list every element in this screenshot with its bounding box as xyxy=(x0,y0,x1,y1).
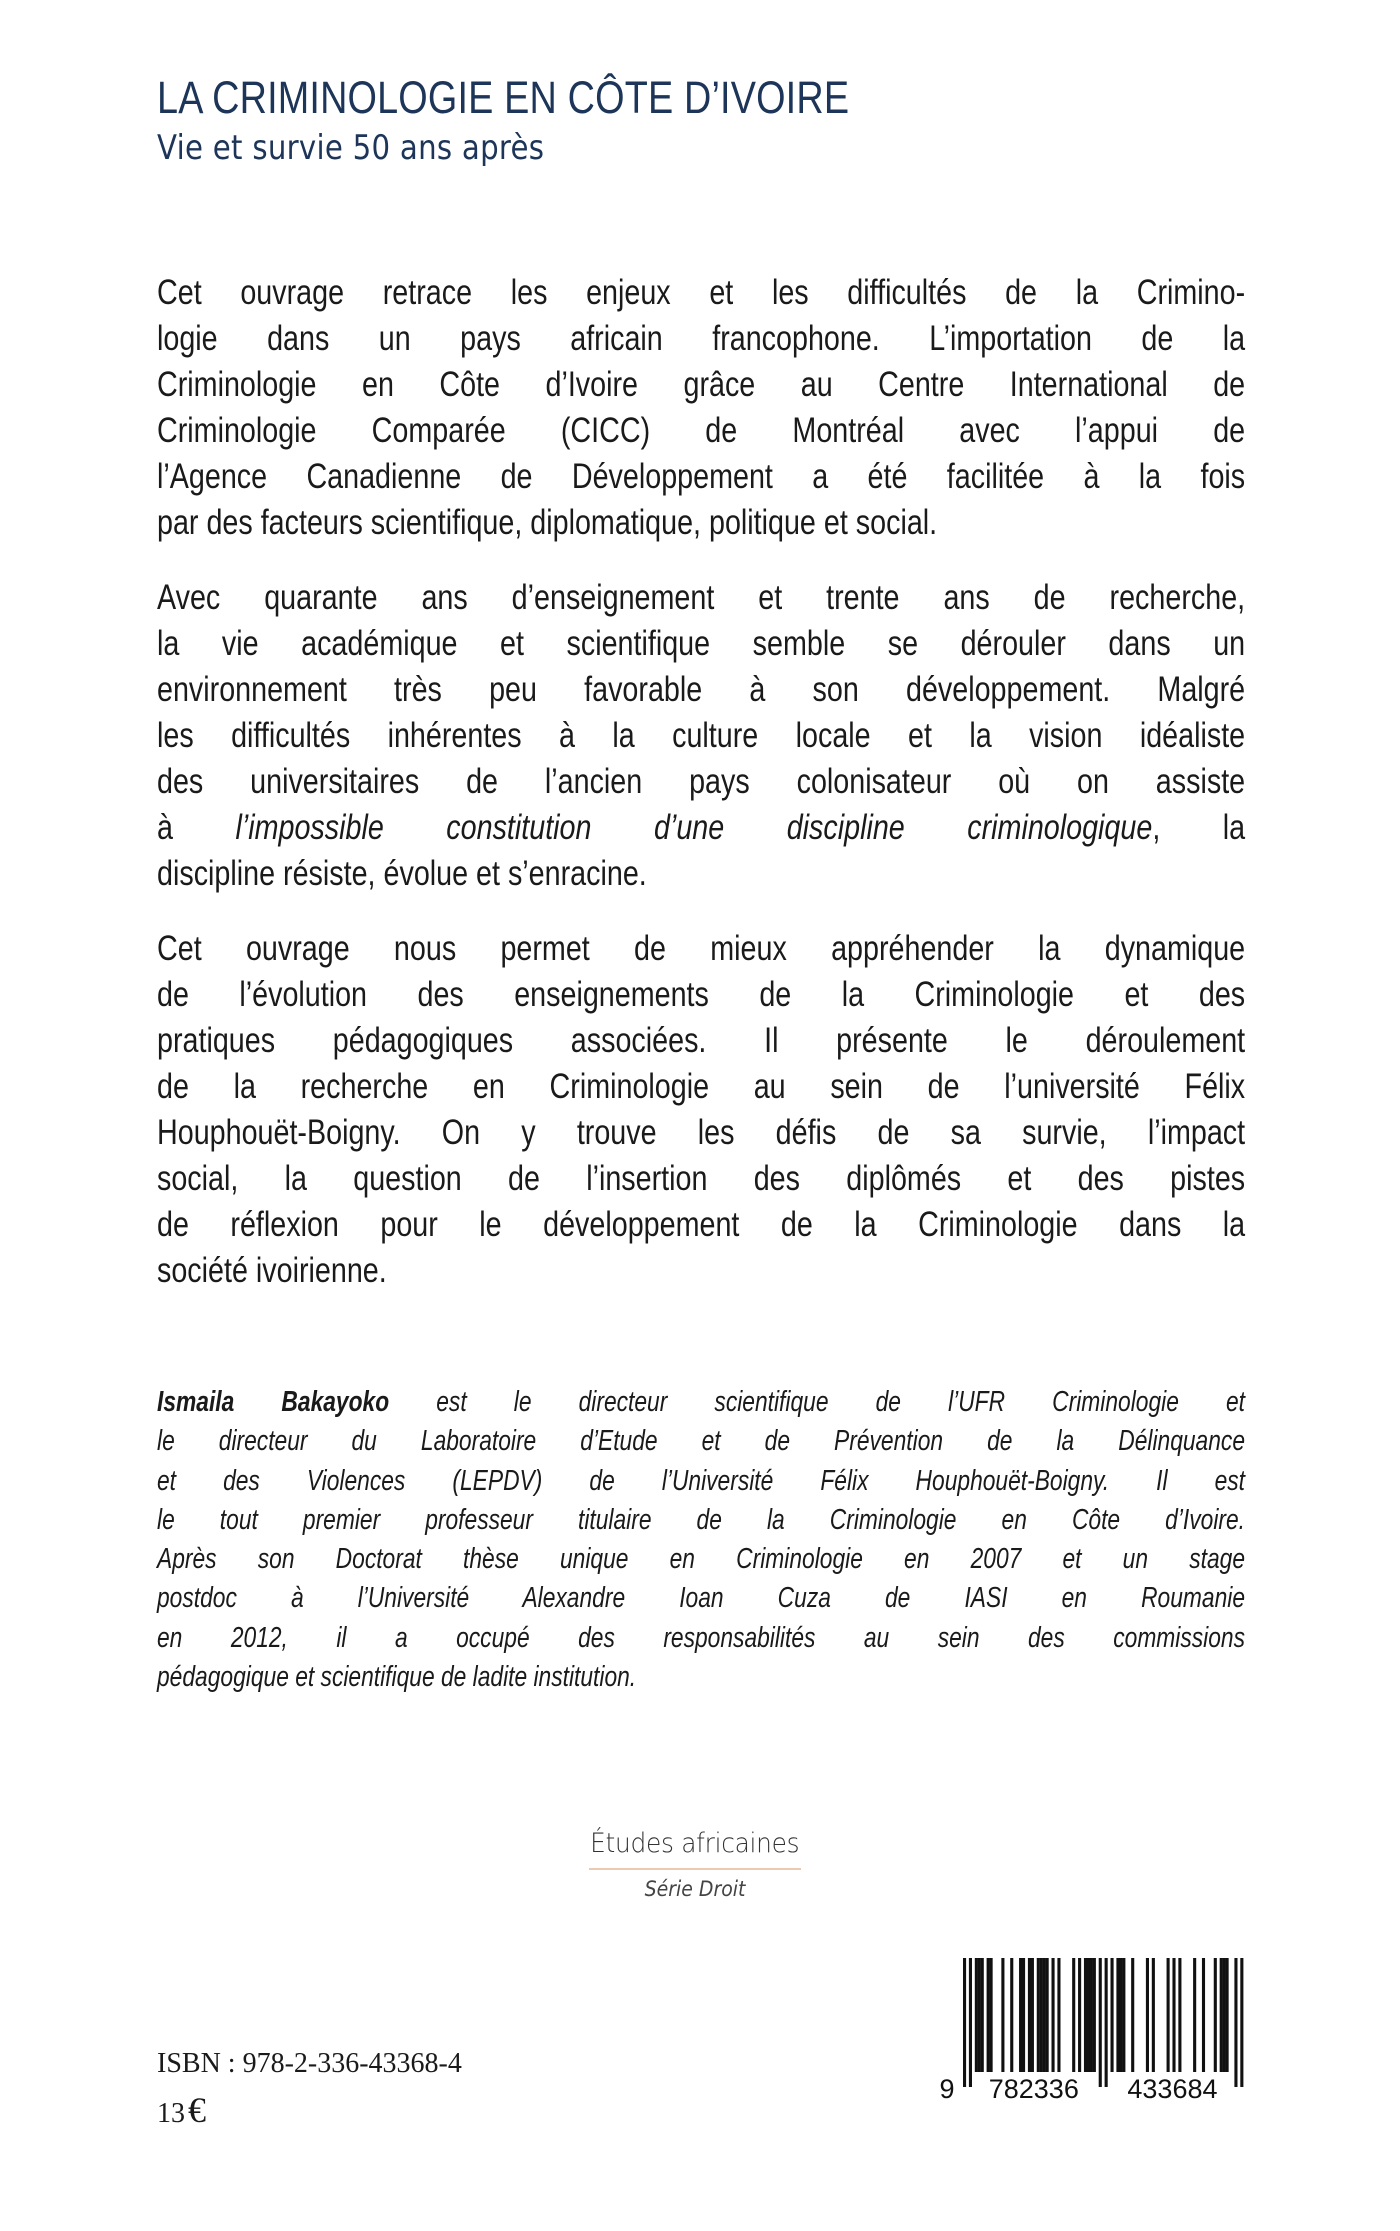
text-line: environnement très peu favorable à son développement. Malgré xyxy=(157,670,1246,709)
summary-paragraph-2 xyxy=(157,575,1245,897)
text-line: l’Agence Canadienne de Développement a été facilitée à la fois xyxy=(157,457,1246,496)
collection-series: Série Droit xyxy=(644,1877,746,1901)
bio-line: et des Violences (LEPDV) de l’Université Félix Houphouët-Boigny. Il est xyxy=(157,1464,1245,1497)
bio-line: en 2012, il a occupé des responsabilités au sein des commissions xyxy=(157,1621,1245,1654)
text-after-emphasis: , la xyxy=(1152,808,1246,847)
isbn: ISBN : 978-2-336-43368-4 xyxy=(157,2048,462,2079)
summary-paragraph-1 xyxy=(157,270,1245,546)
text-line: logie dans un pays africain francophone. L’importation de la xyxy=(157,319,1246,358)
text-before-emphasis: à xyxy=(157,808,236,847)
text-line: social, la question de l’insertion des diplômés et des pistes xyxy=(157,1159,1246,1198)
price xyxy=(157,2090,206,2130)
price-value: 13 xyxy=(157,2098,185,2129)
bio-line: postdoc à l’Université Alexandre Ioan Cuza de IASI en Roumanie xyxy=(157,1582,1245,1615)
text-line: discipline résiste, évolue et s’enracine. xyxy=(157,854,647,893)
svg-text:433684: 433684 xyxy=(1127,2074,1218,2104)
bio-line xyxy=(157,1383,1245,1422)
svg-text:782336: 782336 xyxy=(988,2074,1079,2104)
summary-paragraph-3 xyxy=(157,926,1245,1294)
text-line: Criminologie Comparée (CICC) de Montréal avec l’appui de xyxy=(157,411,1246,450)
text-line: de l’évolution des enseignements de la Criminologie et des xyxy=(157,975,1246,1014)
text-line: Cet ouvrage retrace les enjeux et les difficultés de la Crimino- xyxy=(157,273,1246,312)
collection-logo xyxy=(560,1826,830,1904)
book-subtitle: Vie et survie 50 ans après xyxy=(157,128,545,168)
svg-text:9: 9 xyxy=(939,2074,955,2104)
bio-line: le directeur du Laboratoire d’Etude et de Prévention de la Délinquance xyxy=(157,1425,1245,1458)
author-name: Ismaila Bakayoko xyxy=(157,1386,390,1418)
text-line: la vie académique et scientifique semble se dérouler dans un xyxy=(157,624,1246,663)
text-line: les difficultés inhérentes à la culture locale et la vision idéaliste xyxy=(157,716,1246,755)
bio-line: le tout premier professeur titulaire de la Criminologie en Côte d’Ivoire. xyxy=(157,1503,1245,1536)
bio-text: est le directeur scientifique de l’UFR Criminologie et xyxy=(389,1386,1245,1418)
text-line: Avec quarante ans d’enseignement et trente ans de recherche, xyxy=(157,578,1246,617)
bio-line: Après son Doctorat thèse unique en Criminologie en 2007 et un stage xyxy=(157,1543,1245,1576)
title-block xyxy=(157,72,981,170)
text-line: par des facteurs scientifique, diplomatique, politique et social. xyxy=(157,503,938,542)
ean13-barcode xyxy=(920,1955,1250,2105)
text-line: Houphouët-Boigny. On y trouve les défis de sa survie, l’impact xyxy=(157,1113,1246,1152)
bio-line: pédagogique et scientifique de ladite institution. xyxy=(157,1661,637,1694)
text-line: société ivoirienne. xyxy=(157,1251,387,1290)
barcode-icon xyxy=(920,1955,1250,2105)
text-line: Cet ouvrage nous permet de mieux appréhender la dynamique xyxy=(157,929,1246,968)
collection-name: Études africaines xyxy=(590,1828,800,1859)
text-line: Criminologie en Côte d’Ivoire grâce au Centre International de xyxy=(157,365,1246,404)
text-line: pratiques pédagogiques associées. Il présente le déroulement xyxy=(157,1021,1246,1060)
currency-symbol: € xyxy=(188,2090,206,2130)
text-line: de la recherche en Criminologie au sein de l’université Félix xyxy=(157,1067,1246,1106)
collection-divider xyxy=(589,1868,801,1870)
author-bio xyxy=(157,1383,1245,1697)
summary-text xyxy=(157,270,1245,1323)
emphasis-text: l’impossible constitution d’une discipline criminologique xyxy=(235,808,1153,847)
text-line-with-emphasis xyxy=(157,805,1245,851)
text-line: des universitaires de l’ancien pays colonisateur où on assiste xyxy=(157,762,1246,801)
text-line: de réflexion pour le développement de la Criminologie dans la xyxy=(157,1205,1246,1244)
book-title: LA CRIMINOLOGIE EN CÔTE D’IVOIRE xyxy=(157,72,850,123)
